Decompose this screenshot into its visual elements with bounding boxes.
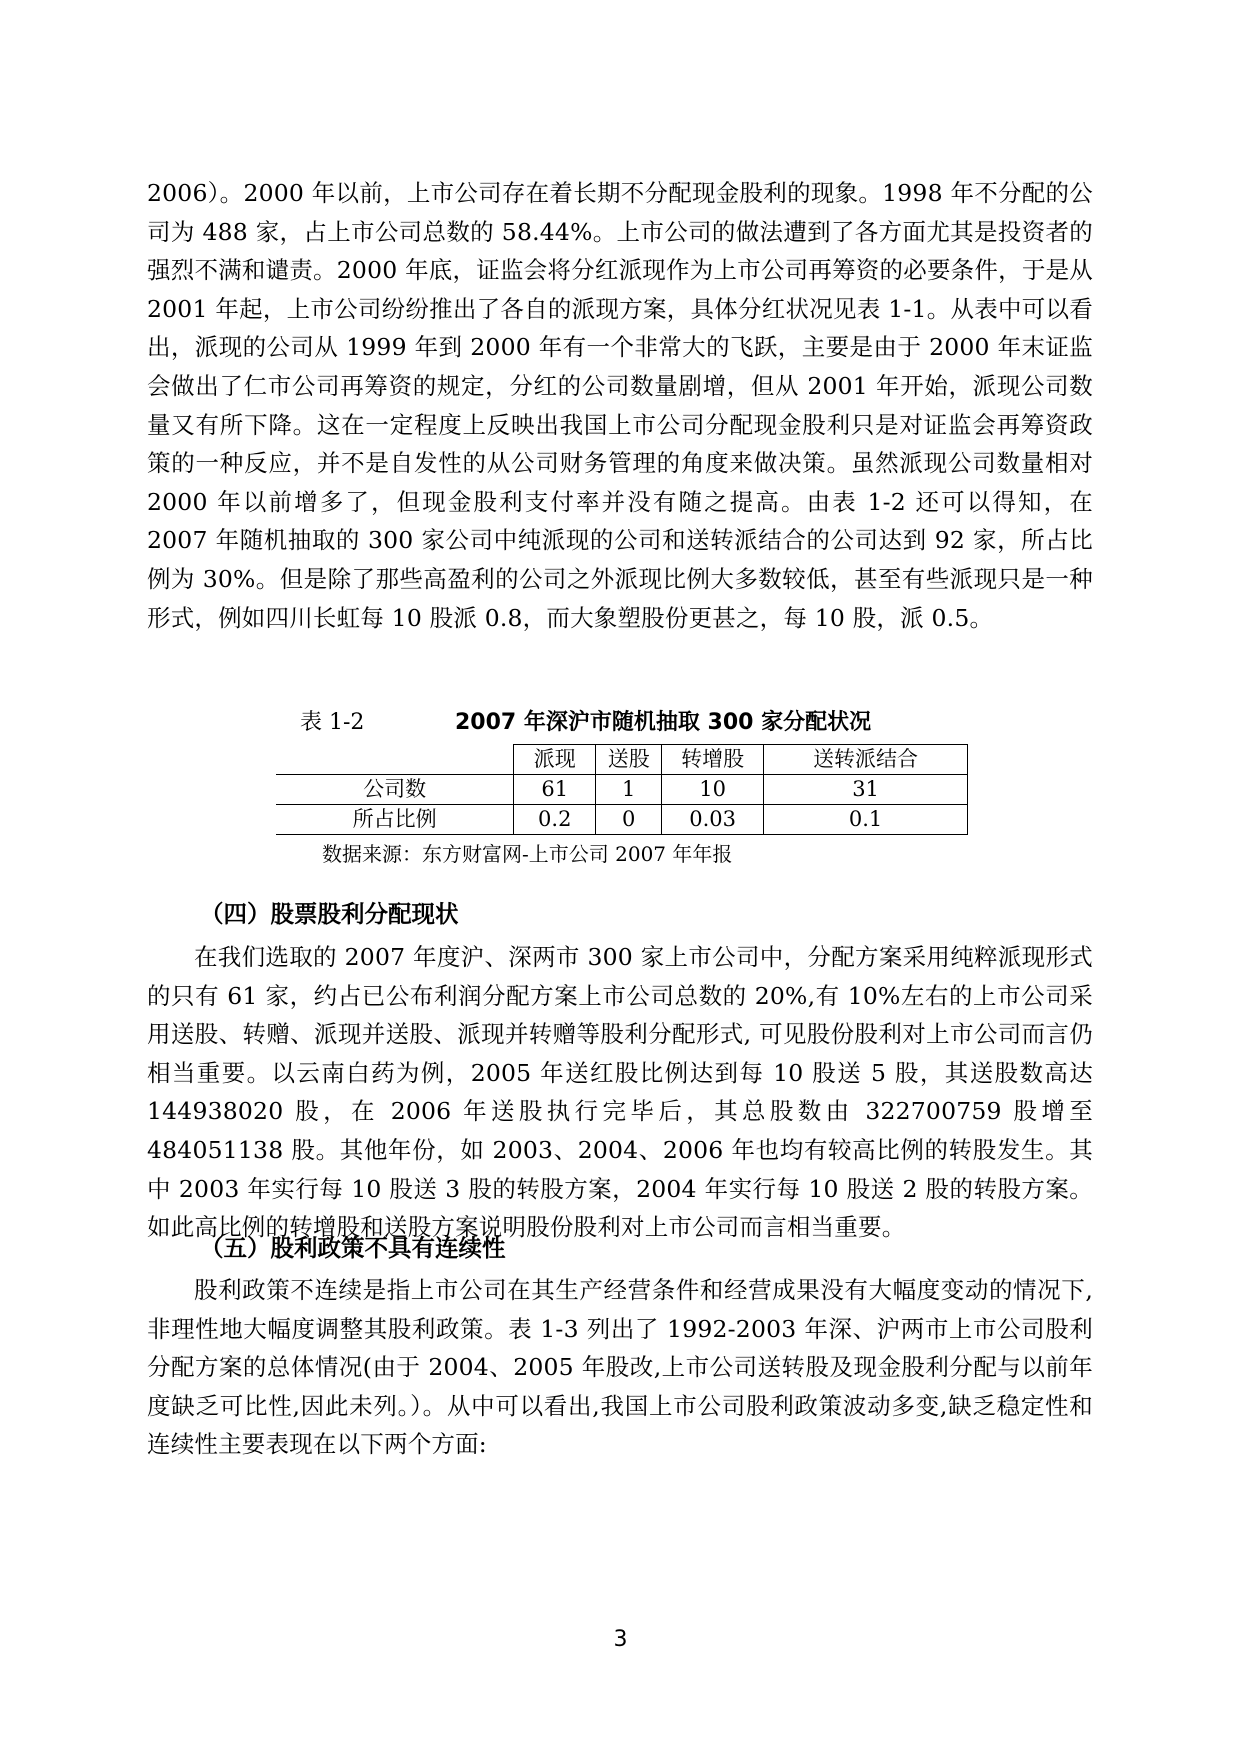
table-cell: 0.2 [514,805,596,835]
section-heading: （五）股利政策不具有连续性 [200,1234,506,1262]
table-cell: 1 [596,775,662,805]
table-cell: 0.1 [764,805,968,835]
body-paragraph: 2006）。2000 年以前，上市公司存在着长期不分配现金股利的现象。1998 年不分配的公司为 488 家，占上市公司总数的 58.44%。上市公司的做法遭到了各方面尤其是投资者的强烈不满和谴责。2000 年底，证监会将分红派现作为上市公司再筹资的必要条件，于是从 2001 年起，上市公司纷纷推出了各自的派现方案，具体分红状况见表 1-1。从表中可以看出，派现的公司从 1999 年到 2000 年有一个非常大的飞跃，主要是由于 2000 年末证监会做出了仁市公司再筹资的规定，分红的公司数量剧增，但从 2001 年开始，派现公司数量又有所下降。这在一定程度上反映出我国上市公司分配现金股利只是对证监会再筹资政策的一种反应，并不是自发性的从公司财务管理的角度来做决策。虽然派现公司数量相对 2000 年以前增多了，但现金股利支付率并没有随之提高。由表 1-2 还可以得知，在 2007 年随机抽取的 300 家公司中纯派现的公司和送转派结合的公司达到 92 家，所占比例为 30%。但是除了那些高盈利的公司之外派现比例大多数较低，甚至有些派现只是一种形式，例如四川长虹每 10 股派 0.8，而大象塑股份更甚之，每 10 股，派 0.5。 [147,179,1093,632]
table-corner-cell [276,745,514,775]
body-paragraph: 在我们选取的 2007 年度沪、深两市 300 家上市公司中，分配方案采用纯粹派现形式的只有 61 家，约占已公布利润分配方案上市公司总数的 20%,有 10%左右的上市公司采用送股、转赠、派现并送股、派现并转赠等股利分配形式, 可见股份股利对上市公司而言仍相当重要。以云南白药为例，2005 年送红股比例达到每 10 股送 5 股，其送股数高达 144938020 股，在 2006 年送股执行完毕后，其总股数由 322700759 股增至 484051138 股。其他年份，如 2003、2004、2006 年也均有较高比例的转股发生。其中 2003 年实行每 10 股送 3 股的转股方案，2004 年实行每 10 股送 2 股的转股方案。 如此高比例的转增股和送股方案说明股份股利对上市公司而言相当重要。 [147,943,1093,1242]
table-cell: 10 [662,775,764,805]
table-header-row [276,745,968,775]
table-caption [300,706,1000,740]
section-heading: （四）股票股利分配现状 [200,900,459,928]
table-number: 表 1-2 [300,710,365,735]
column-header: 送股 [596,745,662,775]
table-cell: 0 [596,805,662,835]
body-paragraph: 股利政策不连续是指上市公司在其生产经营条件和经营成果没有大幅度变动的情况下,非理性地大幅度调整其股利政策。表 1-3 列出了 1992-2003 年深、沪两市上市公司股利分配方案的总体情况(由于 2004、2005 年股改,上市公司送转股及现金股利分配与以前年度缺乏可比性,因此未列。）。从中可以看出,我国上市公司股利政策波动多变,缺乏稳定性和连续性主要表现在以下两个方面: [147,1276,1093,1459]
page-number: 3 [613,1627,628,1652]
column-header: 转增股 [662,745,764,775]
column-header: 送转派结合 [764,745,968,775]
row-label: 所占比例 [276,805,514,835]
table-row [276,775,968,805]
table-cell: 0.03 [662,805,764,835]
table-row [276,805,968,835]
table-cell: 61 [514,775,596,805]
table-title: 2007 年深沪市随机抽取 300 家分配状况 [455,710,872,735]
row-label: 公司数 [276,775,514,805]
distribution-table [276,744,968,835]
table-cell: 31 [764,775,968,805]
table-source-note: 数据来源：东方财富网-上市公司 2007 年年报 [322,842,733,866]
column-header: 派现 [514,745,596,775]
